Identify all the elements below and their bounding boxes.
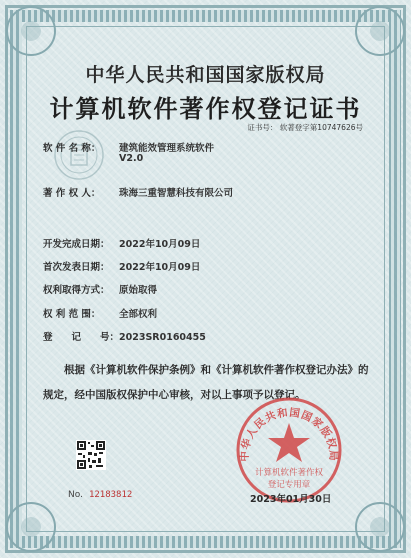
corner-ornament <box>355 6 405 56</box>
field-label: 软 件 名 称： <box>43 143 101 154</box>
seal-center-line: 计算机软件著作权 <box>254 468 324 478</box>
corner-ornament <box>6 6 56 56</box>
field-version: V2.0 <box>119 153 144 164</box>
field-label: 著 作 权 人： <box>43 188 101 199</box>
statement-line: 根据《计算机软件保护条例》和《计算机软件著作权登记办法》的 <box>64 364 369 376</box>
issue-date: 2023年01月30日 <box>250 494 332 505</box>
field-publication-date <box>43 259 200 273</box>
field-registration-number <box>43 329 206 343</box>
field-label: 开发完成日期： <box>43 239 110 250</box>
certificate-number-value: 软著登字第10747626号 <box>279 123 363 132</box>
main-title: 计算机软件著作权登记证书 <box>49 94 362 123</box>
field-value: 珠海三重智慧科技有限公司 <box>119 188 234 199</box>
corner-ornament <box>355 502 405 552</box>
field-value: 全部权利 <box>119 309 158 320</box>
field-value: 2022年10月09日 <box>119 262 201 273</box>
statement-line: 规定，经中国版权保护中心审核，对以上事项予以登记。 <box>43 389 306 401</box>
field-completion-date <box>43 236 200 250</box>
field-label: 权利取得方式： <box>43 285 110 296</box>
watermark-emblem-icon <box>52 128 106 182</box>
field-value: 2023SR0160455 <box>119 332 206 343</box>
field-copyright-owner <box>43 185 233 199</box>
seal-top-text: 中华人民共和国国家版权局 <box>238 406 340 462</box>
field-rights-scope <box>43 306 157 320</box>
field-value: 原始取得 <box>119 285 158 296</box>
corner-ornament <box>6 502 56 552</box>
serial-value: 12183812 <box>88 490 133 500</box>
certificate-number <box>247 122 363 133</box>
seal-center-line: 登记专用章 <box>267 480 311 490</box>
field-value: 建筑能效管理系统软件 <box>119 143 215 154</box>
serial-number <box>68 490 132 500</box>
field-label: 登 记 号： <box>43 332 120 343</box>
official-seal-icon <box>234 395 344 505</box>
field-label: 首次发表日期： <box>43 262 110 273</box>
field-acquisition-method <box>43 282 157 296</box>
qr-code-icon <box>76 440 106 470</box>
field-label: 权 利 范 围： <box>43 309 101 320</box>
country-title: 中华人民共和国国家版权局 <box>85 64 326 86</box>
certificate-number-label: 证书号： <box>247 123 278 132</box>
serial-label: No. <box>68 490 83 500</box>
field-software-name <box>43 140 215 164</box>
field-value: 2022年10月09日 <box>119 239 201 250</box>
